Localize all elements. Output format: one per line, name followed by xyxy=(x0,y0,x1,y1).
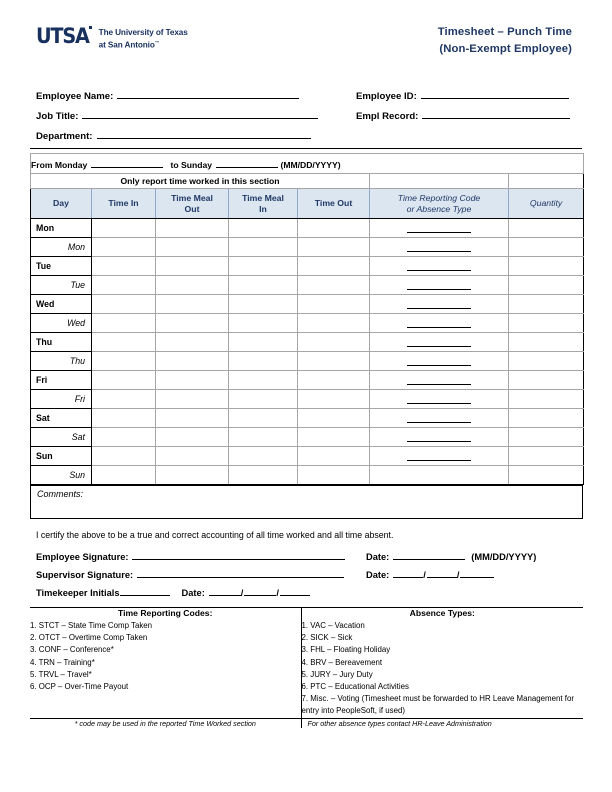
cell-meal-out[interactable] xyxy=(156,352,229,371)
day-label-sat: Sat xyxy=(31,409,92,428)
legend-body-row xyxy=(30,620,583,718)
cell-trc[interactable] xyxy=(370,466,509,485)
cell-meal-in[interactable] xyxy=(229,371,298,390)
column-header-quantity: Quantity xyxy=(509,189,584,219)
list-item: 3. FHL – Floating Holiday xyxy=(301,645,391,655)
cell-quantity[interactable] xyxy=(509,371,584,390)
list-item: 1. STCT – State Time Comp Taken xyxy=(30,621,153,630)
list-item: 5. TRVL – Travel* xyxy=(30,669,92,679)
list-item: 3. CONF – Conference* xyxy=(30,645,114,655)
cell-meal-in[interactable] xyxy=(229,219,298,238)
table-row xyxy=(31,314,584,333)
logo-tagline-line1: The University of Texas xyxy=(98,28,188,37)
cell-meal-out[interactable] xyxy=(156,333,229,352)
employee-name-label: Employee Name: xyxy=(36,91,114,102)
cell-trc[interactable] xyxy=(370,409,509,428)
cell-time-in[interactable] xyxy=(92,409,156,428)
cell-meal-out[interactable] xyxy=(156,276,229,295)
cell-quantity[interactable] xyxy=(509,466,584,485)
list-item: 6. PTC – Educational Activities xyxy=(301,682,409,692)
cell-time-out[interactable] xyxy=(298,333,370,352)
employee-id-label: Employee ID: xyxy=(356,91,417,102)
table-row xyxy=(31,409,584,428)
cell-time-out[interactable] xyxy=(298,371,370,390)
list-item: 1. VAC – Vacation xyxy=(301,621,365,630)
cell-time-in[interactable] xyxy=(92,333,156,352)
cell-quantity[interactable] xyxy=(509,390,584,409)
table-row xyxy=(31,333,584,352)
document-title-line1: Timesheet – Punch Time xyxy=(437,26,572,38)
utsa-logo xyxy=(36,26,188,50)
day-label-thu: Thu xyxy=(31,333,92,352)
cell-quantity[interactable] xyxy=(509,352,584,371)
certification-section xyxy=(36,530,584,603)
cell-meal-in[interactable] xyxy=(229,333,298,352)
trc-write-line xyxy=(407,432,471,442)
cell-meal-in[interactable] xyxy=(229,409,298,428)
day-label-tue: Tue xyxy=(31,257,92,276)
cell-trc[interactable] xyxy=(370,428,509,447)
week-from-input[interactable] xyxy=(91,157,163,168)
table-row xyxy=(31,447,584,466)
list-item-spacer xyxy=(30,693,301,705)
cell-quantity[interactable] xyxy=(509,219,584,238)
cell-time-in[interactable] xyxy=(92,219,156,238)
table-row xyxy=(31,276,584,295)
cell-quantity[interactable] xyxy=(509,238,584,257)
cell-trc[interactable] xyxy=(370,390,509,409)
employee-date-input[interactable] xyxy=(393,549,465,560)
trc-write-line xyxy=(407,413,471,423)
cell-time-out[interactable] xyxy=(298,257,370,276)
cell-trc[interactable] xyxy=(370,314,509,333)
supervisor-signature-row: Supervisor Signature: Date: / / xyxy=(36,567,584,585)
timekeeper-row: Timekeeper Initials Date: / / xyxy=(36,585,584,603)
legend-title-row xyxy=(30,608,583,621)
cell-meal-out[interactable] xyxy=(156,314,229,333)
trc-write-line xyxy=(407,299,471,309)
to-sunday-label: to Sunday xyxy=(170,160,213,170)
cell-meal-in[interactable] xyxy=(229,295,298,314)
cell-trc[interactable] xyxy=(370,447,509,466)
trademark-icon: ™ xyxy=(154,39,160,45)
grid-header-row xyxy=(31,189,584,219)
timekeeper-date-month-input[interactable] xyxy=(209,585,241,596)
supervisor-date-day-input[interactable] xyxy=(427,567,457,578)
table-row xyxy=(31,238,584,257)
column-header-day: Day xyxy=(31,189,92,219)
day-label-mon-sub: Mon xyxy=(31,238,92,257)
cell-meal-in[interactable] xyxy=(229,447,298,466)
cell-meal-in[interactable] xyxy=(229,257,298,276)
week-to-input[interactable] xyxy=(216,157,278,168)
employee-signature-row xyxy=(36,549,584,567)
trc-write-line xyxy=(407,337,471,347)
cell-time-in[interactable] xyxy=(92,352,156,371)
section-note-row xyxy=(31,174,584,189)
cell-time-in[interactable] xyxy=(92,390,156,409)
meal-in-line2: In xyxy=(259,203,267,214)
list-item: 4. BRV – Bereavement xyxy=(301,657,383,667)
cell-time-out[interactable] xyxy=(298,352,370,371)
timekeeper-date-year-input[interactable] xyxy=(280,585,310,596)
cell-meal-in[interactable] xyxy=(229,238,298,257)
table-row xyxy=(31,466,584,485)
day-label-wed: Wed xyxy=(31,295,92,314)
cell-meal-in[interactable] xyxy=(229,314,298,333)
only-report-note: Only report time worked in this section xyxy=(31,174,370,189)
meal-out-line1: Time Meal xyxy=(171,193,213,203)
cell-meal-in[interactable] xyxy=(229,466,298,485)
employee-id-input[interactable] xyxy=(421,88,569,99)
cell-time-out[interactable] xyxy=(298,447,370,466)
department-input[interactable] xyxy=(97,128,311,139)
trc-write-line xyxy=(407,451,471,461)
timekeeper-initials-input[interactable] xyxy=(120,585,170,596)
meal-in-line1: Time Meal xyxy=(242,193,284,203)
cell-meal-out[interactable] xyxy=(156,295,229,314)
trc-write-line xyxy=(407,280,471,290)
trc-write-line xyxy=(407,394,471,404)
comments-box[interactable] xyxy=(30,485,583,519)
column-header-time-out: Time Out xyxy=(298,189,370,219)
column-header-time-meal-in xyxy=(229,189,298,219)
trc-line1: Time Reporting Code xyxy=(397,193,481,203)
cell-time-in[interactable] xyxy=(92,238,156,257)
job-title-label: Job Title: xyxy=(36,111,79,122)
utsa-logo-tagline xyxy=(99,28,188,50)
cell-time-out[interactable] xyxy=(298,219,370,238)
table-row xyxy=(31,257,584,276)
cell-meal-out[interactable] xyxy=(156,466,229,485)
cell-quantity[interactable] xyxy=(509,409,584,428)
trc-write-line xyxy=(407,375,471,385)
trc-write-line xyxy=(407,261,471,271)
cell-trc[interactable] xyxy=(370,295,509,314)
comments-label: Comments: xyxy=(37,489,84,499)
page-header xyxy=(0,0,612,78)
list-item: 7. Misc. – Voting (Timesheet must be forwarded to HR Leave Management for entry into PeopleSoft, if used) xyxy=(301,694,574,716)
cell-time-out[interactable] xyxy=(298,314,370,333)
table-row xyxy=(31,295,584,314)
trc-write-line xyxy=(407,223,471,233)
job-title-input[interactable] xyxy=(82,108,318,119)
from-monday-label: From Monday xyxy=(31,160,88,170)
cell-meal-out[interactable] xyxy=(156,257,229,276)
column-header-time-in: Time In xyxy=(92,189,156,219)
day-label-sun: Sun xyxy=(31,447,92,466)
timekeeper-date-label: Date: xyxy=(181,588,205,598)
table-row xyxy=(31,352,584,371)
timesheet-grid xyxy=(30,153,584,485)
list-item: 6. OCP – Over-Time Payout xyxy=(30,682,129,692)
absence-types-note: For other absence types contact HR-Leave Administration xyxy=(301,718,583,728)
cell-time-in[interactable] xyxy=(92,447,156,466)
cell-meal-in[interactable] xyxy=(229,352,298,371)
employee-signature-input[interactable] xyxy=(132,549,345,560)
list-item: 2. OTCT – Overtime Comp Taken xyxy=(30,633,148,643)
day-label-sat-sub: Sat xyxy=(31,428,92,447)
cell-time-out[interactable] xyxy=(298,295,370,314)
employee-date-label: Date: xyxy=(366,552,390,562)
cell-meal-in[interactable] xyxy=(229,276,298,295)
table-row xyxy=(31,219,584,238)
cell-meal-out[interactable] xyxy=(156,428,229,447)
utsa-wordmark: UTSA xyxy=(36,24,89,48)
cell-trc[interactable] xyxy=(370,219,509,238)
cell-quantity[interactable] xyxy=(509,447,584,466)
column-header-time-reporting-code xyxy=(370,189,509,219)
document-title xyxy=(438,24,572,58)
logo-dot-icon xyxy=(89,26,92,29)
employee-date-format-hint: (MM/DD/YYYY) xyxy=(471,552,537,562)
cell-meal-out[interactable] xyxy=(156,409,229,428)
cell-time-out[interactable] xyxy=(298,238,370,257)
day-label-tue-sub: Tue xyxy=(31,276,92,295)
time-reporting-codes-list xyxy=(30,620,301,718)
list-item-spacer xyxy=(30,705,301,717)
absence-types-title: Absence Types: xyxy=(301,608,583,621)
cell-meal-in[interactable] xyxy=(229,428,298,447)
week-date-format-hint: (MM/DD/YYYY) xyxy=(280,160,341,170)
supervisor-signature-label: Supervisor Signature: xyxy=(36,570,134,580)
job-title-row xyxy=(36,108,576,128)
cell-time-out[interactable] xyxy=(298,390,370,409)
cell-time-out[interactable] xyxy=(298,409,370,428)
department-row xyxy=(36,128,576,148)
cell-meal-out[interactable] xyxy=(156,238,229,257)
day-label-wed-sub: Wed xyxy=(31,314,92,333)
week-range-cell xyxy=(31,154,584,174)
absence-types-list xyxy=(301,620,583,718)
supervisor-date-year-input[interactable] xyxy=(460,567,494,578)
cell-time-in[interactable] xyxy=(92,371,156,390)
cell-quantity[interactable] xyxy=(509,333,584,352)
header-divider xyxy=(30,148,582,149)
cell-trc[interactable] xyxy=(370,238,509,257)
cell-time-in[interactable] xyxy=(92,295,156,314)
cell-trc[interactable] xyxy=(370,276,509,295)
supervisor-date-month-input[interactable] xyxy=(393,567,423,578)
trc-write-line xyxy=(407,356,471,366)
cell-trc[interactable] xyxy=(370,333,509,352)
employee-name-input[interactable] xyxy=(117,88,299,99)
cell-quantity[interactable] xyxy=(509,295,584,314)
timekeeper-date-day-input[interactable] xyxy=(244,585,276,596)
timekeeper-initials-label: Timekeeper Initials xyxy=(36,588,120,598)
cell-meal-out[interactable] xyxy=(156,447,229,466)
cell-time-out[interactable] xyxy=(298,276,370,295)
cell-time-in[interactable] xyxy=(92,257,156,276)
trc-write-line xyxy=(407,242,471,252)
employee-info-section xyxy=(36,88,576,148)
cell-time-out[interactable] xyxy=(298,466,370,485)
empl-record-label: Empl Record: xyxy=(356,111,419,122)
certification-statement: I certify the above to be a true and correct accounting of all time worked and all time absent. xyxy=(36,530,394,540)
list-item: 2. SICK – Sick xyxy=(301,633,353,643)
list-item: 5. JURY – Jury Duty xyxy=(301,669,373,679)
day-label-fri: Fri xyxy=(31,371,92,390)
week-range-row xyxy=(31,154,584,174)
cell-meal-out[interactable] xyxy=(156,390,229,409)
column-header-time-meal-out xyxy=(156,189,229,219)
trc-line2: or Absence Type xyxy=(406,203,472,214)
meal-out-line2: Out xyxy=(184,203,200,214)
day-label-thu-sub: Thu xyxy=(31,352,92,371)
time-reporting-codes-note: * code may be used in the reported Time Worked section xyxy=(74,718,256,728)
document-title-line2: (Non-Exempt Employee) xyxy=(439,43,572,55)
cell-time-in[interactable] xyxy=(92,428,156,447)
employee-name-row xyxy=(36,88,576,108)
cell-trc[interactable] xyxy=(370,257,509,276)
supervisor-date-label: Date: xyxy=(366,570,390,580)
department-label: Department: xyxy=(36,131,93,142)
empl-record-input[interactable] xyxy=(422,108,570,119)
day-label-sun-sub: Sun xyxy=(31,466,92,485)
cell-time-in[interactable] xyxy=(92,466,156,485)
cell-time-out[interactable] xyxy=(298,428,370,447)
cell-quantity[interactable] xyxy=(509,257,584,276)
cell-meal-in[interactable] xyxy=(229,390,298,409)
cell-quantity[interactable] xyxy=(509,276,584,295)
trc-write-line xyxy=(407,318,471,328)
table-row xyxy=(31,428,584,447)
cell-time-in[interactable] xyxy=(92,314,156,333)
cell-trc[interactable] xyxy=(370,371,509,390)
section-note-spacer-trc xyxy=(370,174,509,189)
cell-trc[interactable] xyxy=(370,352,509,371)
cell-meal-out[interactable] xyxy=(156,219,229,238)
cell-quantity[interactable] xyxy=(509,314,584,333)
list-item: 4. TRN – Training* xyxy=(30,657,95,667)
logo-tagline-line2: at San Antonio™ xyxy=(98,39,160,50)
legend-note-row xyxy=(30,718,583,728)
day-label-fri-sub: Fri xyxy=(31,390,92,409)
cell-quantity[interactable] xyxy=(509,428,584,447)
cell-time-in[interactable] xyxy=(92,276,156,295)
employee-signature-label: Employee Signature: xyxy=(36,552,129,562)
table-row xyxy=(31,371,584,390)
section-note-spacer-qty xyxy=(509,174,584,189)
day-label-mon: Mon xyxy=(31,219,92,238)
table-row xyxy=(31,390,584,409)
cell-meal-out[interactable] xyxy=(156,371,229,390)
time-reporting-codes-title: Time Reporting Codes: xyxy=(30,608,301,621)
supervisor-signature-input[interactable] xyxy=(137,567,344,578)
codes-legend-table xyxy=(30,607,583,728)
